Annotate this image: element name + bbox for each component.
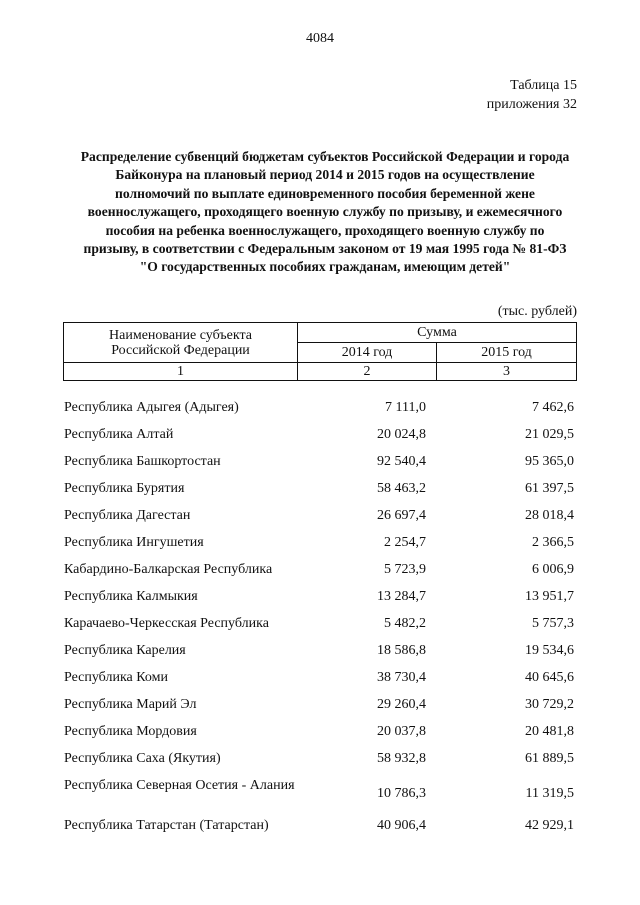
amount-2014: 29 260,4 (377, 697, 426, 712)
table-row (64, 815, 576, 842)
units-label: (тыс. рублей) (497, 304, 577, 319)
header-column-number-3: 3 (437, 363, 577, 381)
table-row (64, 397, 576, 424)
amount-2015: 19 534,6 (525, 643, 574, 658)
table-row (64, 451, 576, 478)
table-row (64, 775, 576, 815)
region-name: Республика Северная Осетия - Алания (64, 778, 295, 793)
region-name: Республика Татарстан (Татарстан) (64, 818, 269, 833)
table-row (64, 586, 576, 613)
amount-2015: 30 729,2 (525, 697, 574, 712)
header-name-line1: Наименование субъекта (109, 327, 252, 343)
amount-2014: 92 540,4 (377, 454, 426, 469)
amount-2014: 38 730,4 (377, 670, 426, 685)
amount-2014: 58 932,8 (377, 751, 426, 766)
amount-2015: 21 029,5 (525, 427, 574, 442)
amount-2015: 28 018,4 (525, 508, 574, 523)
table-header (63, 322, 577, 381)
table-row (64, 424, 576, 451)
header-column-number-2: 2 (298, 363, 437, 381)
region-name: Республика Мордовия (64, 724, 197, 739)
appendix-label: приложения 32 (486, 97, 577, 112)
amount-2015: 2 366,5 (532, 535, 574, 550)
region-name: Республика Дагестан (64, 508, 191, 523)
amount-2015: 13 951,7 (525, 589, 574, 604)
region-name: Республика Башкортостан (64, 454, 221, 469)
amount-2015: 5 757,3 (532, 616, 574, 631)
header-name-line2: Российской Федерации (111, 342, 250, 358)
table-row (64, 748, 576, 775)
region-name: Республика Бурятия (64, 481, 185, 496)
amount-2015: 95 365,0 (525, 454, 574, 469)
header-sum-column: Сумма (298, 323, 577, 343)
header-year-2015: 2015 год (437, 343, 577, 363)
amount-2014: 58 463,2 (377, 481, 426, 496)
table-label: Таблица 15 (510, 78, 577, 93)
table-body (64, 397, 576, 842)
amount-2014: 10 786,3 (377, 786, 426, 801)
region-name: Республика Ингушетия (64, 535, 204, 550)
amount-2014: 2 254,7 (384, 535, 426, 550)
table-reference (487, 76, 577, 114)
table-row (64, 721, 576, 748)
amount-2015: 20 481,8 (525, 724, 574, 739)
region-name: Республика Адыгея (Адыгея) (64, 400, 239, 415)
table-row (64, 667, 576, 694)
amount-2015: 11 319,5 (525, 786, 574, 801)
amount-2015: 7 462,6 (532, 400, 574, 415)
region-name: Республика Марий Эл (64, 697, 197, 712)
amount-2015: 61 889,5 (525, 751, 574, 766)
table-row (64, 559, 576, 586)
amount-2015: 6 006,9 (532, 562, 574, 577)
amount-2015: 40 645,6 (525, 670, 574, 685)
table-row (64, 505, 576, 532)
amount-2014: 5 723,9 (384, 562, 426, 577)
region-name: Республика Калмыкия (64, 589, 198, 604)
page-number: 4084 (306, 31, 334, 46)
amount-2014: 13 284,7 (377, 589, 426, 604)
amount-2014: 5 482,2 (384, 616, 426, 631)
region-name: Карачаево-Черкесская Республика (64, 616, 269, 631)
amount-2014: 20 024,8 (377, 427, 426, 442)
header-column-number-1: 1 (64, 363, 298, 381)
table-row (64, 532, 576, 559)
document-title: Распределение субвенций бюджетам субъектов Российской Федерации и города Байконура на плановый период 2014 и 2015 годов на осуществление полномочий по выплате единовременного пособия беременной жене военнослужащего, проходящего военную службу по призыву, и ежемесячного пособия на ребенка военнослужащего, проходящего военную службу по призыву, в соответствии с Федеральным законом от 19 мая 1995 года № 81-ФЗ "О государственных пособиях гражданам, имеющим детей" (80, 149, 570, 275)
table-row (64, 478, 576, 505)
amount-2015: 42 929,1 (525, 818, 574, 833)
header-name-column (64, 323, 298, 363)
region-name: Республика Алтай (64, 427, 174, 442)
amount-2014: 7 111,0 (385, 400, 426, 415)
amount-2014: 20 037,8 (377, 724, 426, 739)
region-name: Республика Коми (64, 670, 168, 685)
table-row (64, 640, 576, 667)
amount-2014: 26 697,4 (377, 508, 426, 523)
region-name: Республика Карелия (64, 643, 186, 658)
table-row (64, 613, 576, 640)
amount-2014: 18 586,8 (377, 643, 426, 658)
amount-2015: 61 397,5 (525, 481, 574, 496)
region-name: Республика Саха (Якутия) (64, 751, 221, 766)
table-row (64, 694, 576, 721)
header-year-2014: 2014 год (298, 343, 437, 363)
region-name: Кабардино-Балкарская Республика (64, 562, 273, 577)
amount-2014: 40 906,4 (377, 818, 426, 833)
